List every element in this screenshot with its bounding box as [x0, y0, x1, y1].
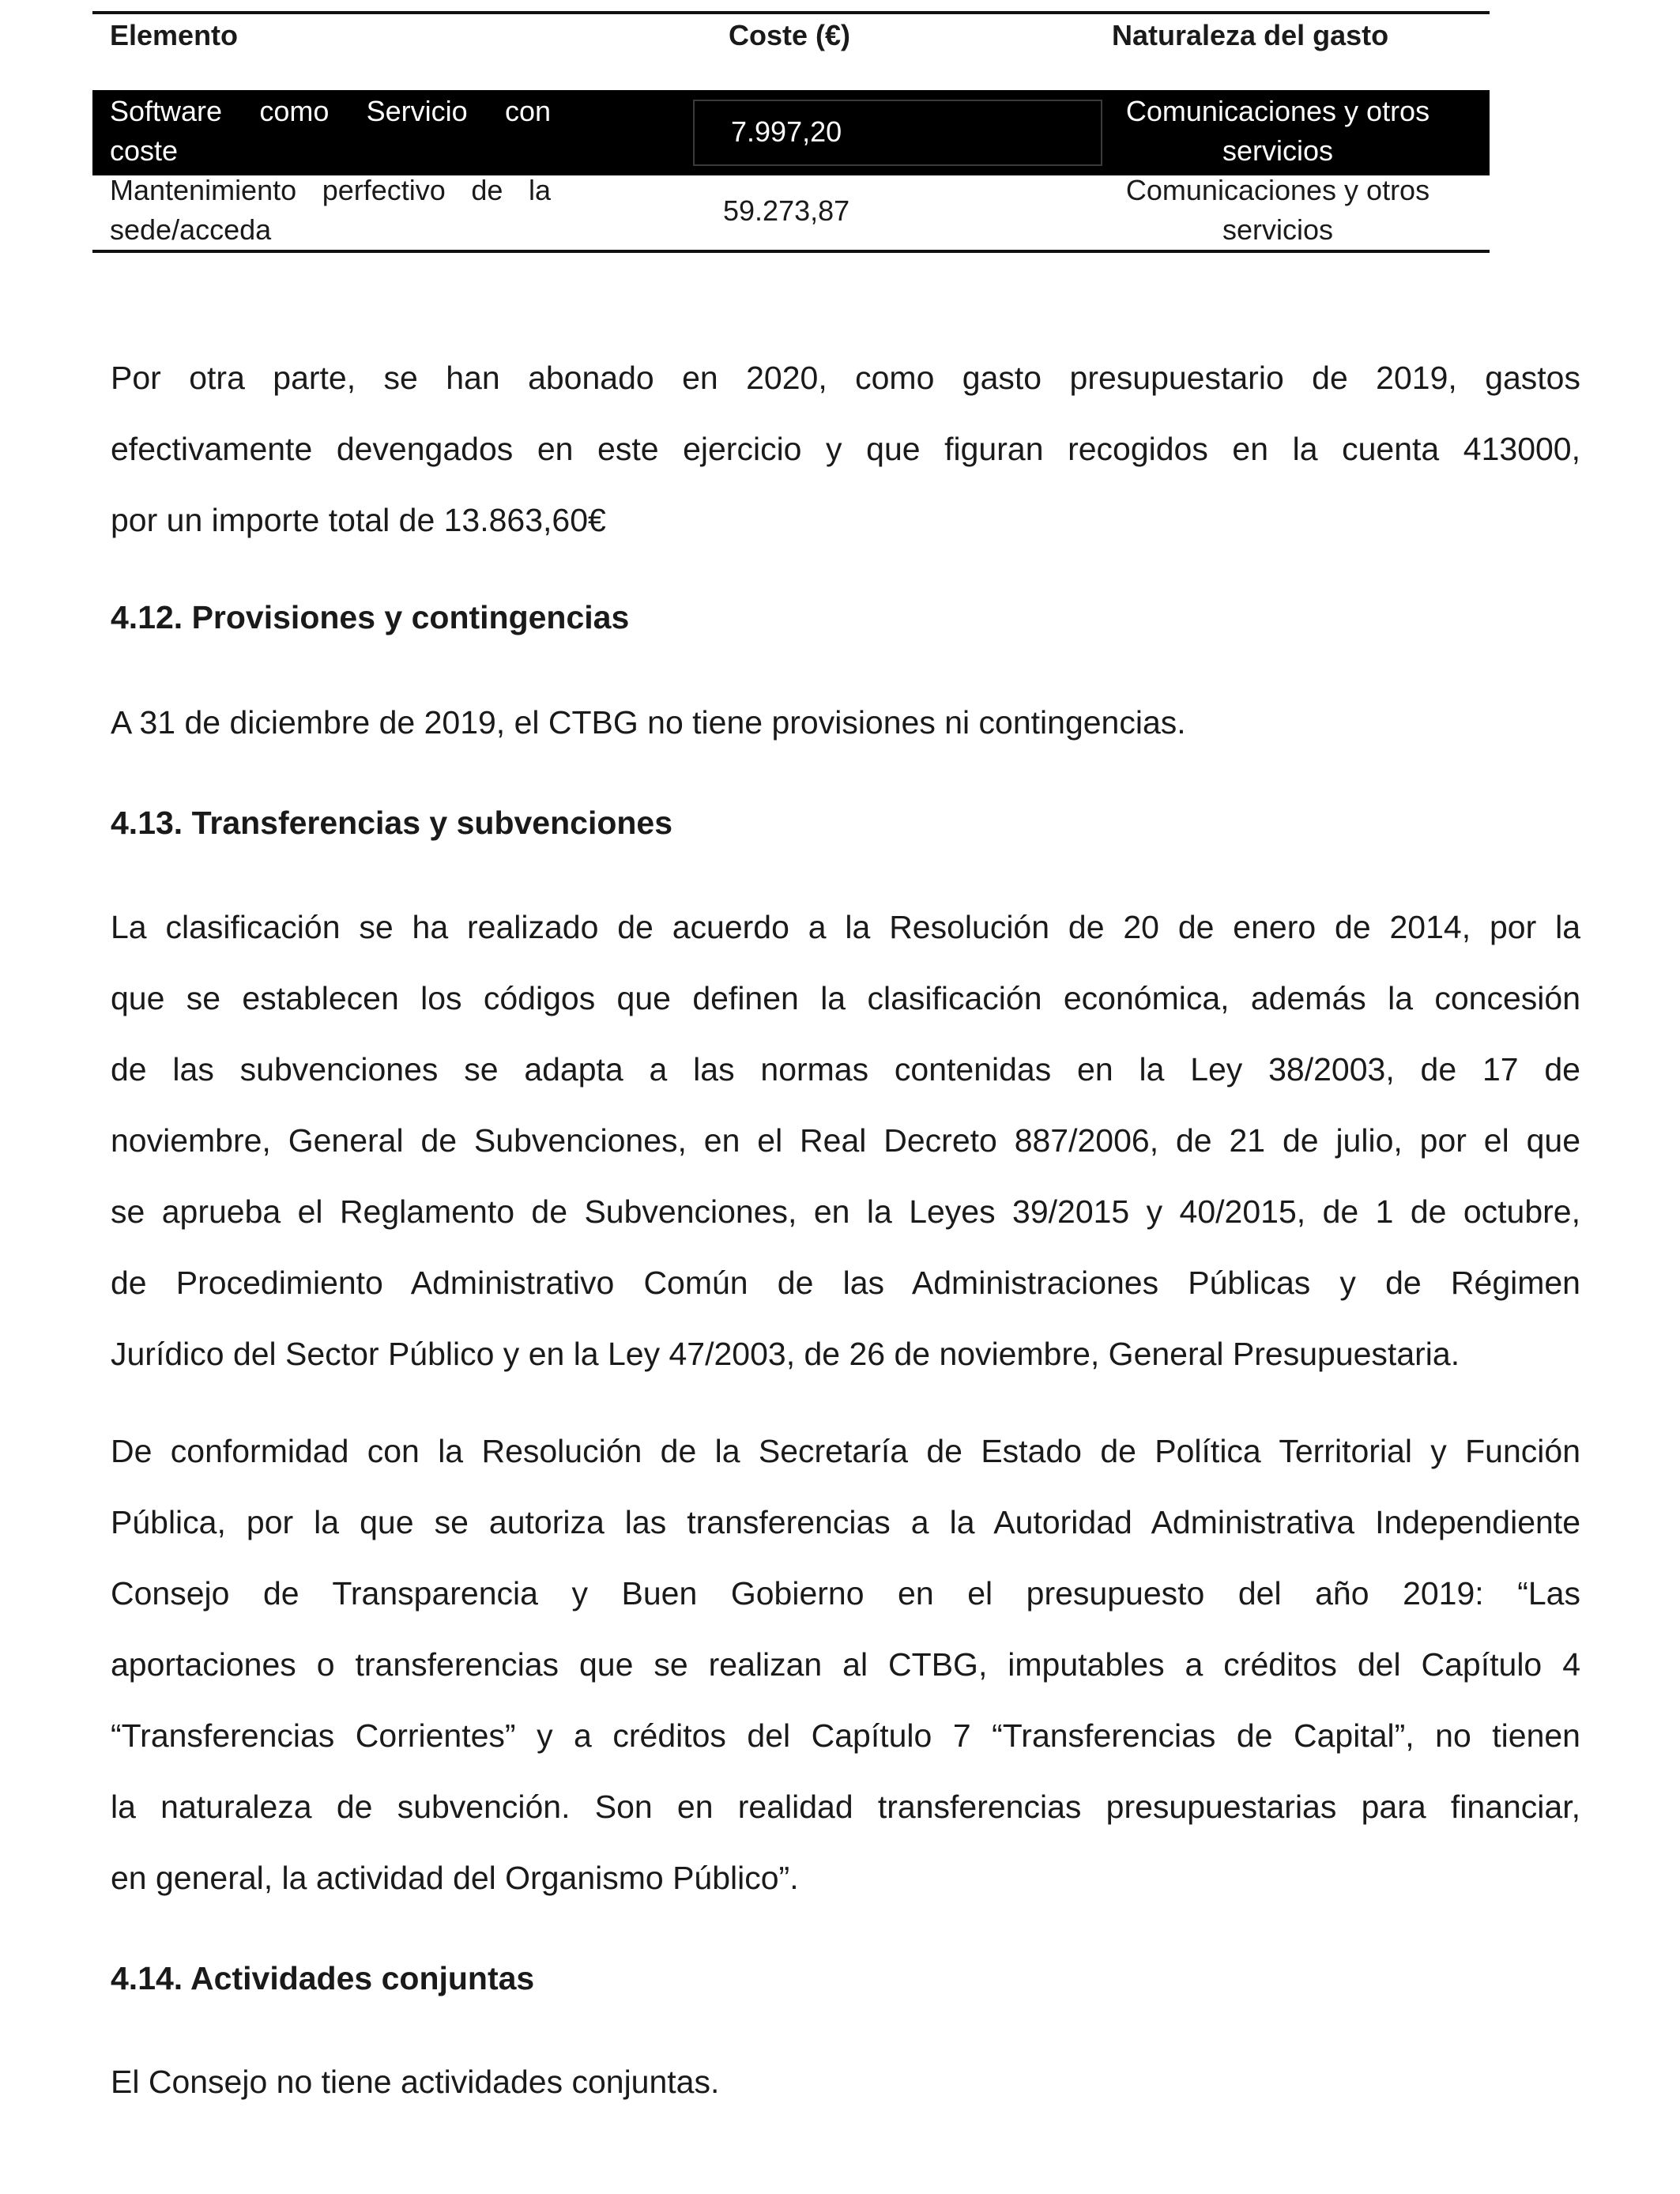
paragraph-line: Pública, por la que se autoriza las transferencias a la Autoridad Administrativa Independiente: [111, 1504, 1580, 1540]
paragraph-line: efectivamente devengados en este ejercicio y que figuran recogidos en la cuenta 413000,: [111, 431, 1580, 467]
row1-coste: 7.997,20: [731, 115, 842, 148]
paragraph-4-13-a: [111, 892, 1580, 1389]
paragraph-line: se aprueba el Reglamento de Subvenciones, en la Leyes 39/2015 y 40/2015, de 1 de octubre,: [111, 1193, 1580, 1230]
paragraph-line: noviembre, General de Subvenciones, en el Real Decreto 887/2006, de 21 de julio, por el que: [111, 1122, 1580, 1159]
header-naturaleza: Naturaleza del gasto: [1112, 19, 1389, 51]
row2-coste: 59.273,87: [723, 194, 850, 227]
header-coste: Coste (€): [729, 19, 851, 51]
table-row: [92, 90, 1490, 175]
row2-naturaleza-line1: Comunicaciones y otros: [1125, 174, 1430, 206]
paragraph-line: La clasificación se ha realizado de acuerdo a la Resolución de 20 de enero de 2014, por la: [111, 909, 1580, 945]
row2-naturaleza-line2: servicios: [1222, 213, 1334, 246]
paragraph-line: que se establecen los códigos que definen la clasificación económica, además la concesión: [111, 980, 1580, 1016]
header-elemento: Elemento: [110, 19, 239, 51]
paragraph-4-13-b: [111, 1416, 1580, 1913]
paragraph-line: en general, la actividad del Organismo Público”.: [111, 1860, 799, 1896]
paragraph-line: de Procedimiento Administrativo Común de las Administraciones Públicas y de Régimen: [111, 1265, 1580, 1301]
table-top-rule: [92, 11, 1490, 14]
row1-elemento-line1: Software como Servicio con: [110, 95, 551, 127]
row1-elemento-line2: coste: [110, 134, 179, 167]
paragraph-line: por un importe total de 13.863,60€: [111, 502, 606, 538]
paragraph-line: “Transferencias Corrientes” y a créditos del Capítulo 7 “Transferencias de Capital”, no tienen: [111, 1717, 1580, 1754]
paragraph-line: aportaciones o transferencias que se realizan al CTBG, imputables a créditos del Capítulo 4: [111, 1646, 1580, 1683]
paragraph-line: A 31 de diciembre de 2019, el CTBG no tiene provisiones ni contingencias.: [111, 704, 1186, 741]
paragraph-line: la naturaleza de subvención. Son en realidad transferencias presupuestarias para financiar,: [111, 1789, 1580, 1825]
table-bottom-rule: [92, 250, 1490, 253]
heading-4-14: 4.14. Actividades conjuntas: [111, 1960, 535, 1996]
paragraph-line: de las subvenciones se adapta a las normas contenidas en la Ley 38/2003, de 17 de: [111, 1051, 1580, 1088]
paragraph-4-14: [111, 2046, 1580, 2117]
heading-4-13: 4.13. Transferencias y subvenciones: [111, 805, 673, 841]
paragraph-line: Por otra parte, se han abonado en 2020, como gasto presupuestario de 2019, gastos: [111, 360, 1580, 396]
paragraph-gastos: [111, 342, 1580, 556]
row2-elemento-line1: Mantenimiento perfectivo de la: [110, 174, 551, 206]
paragraph-4-12: [111, 687, 1580, 758]
row1-naturaleza-line2: servicios: [1222, 134, 1334, 167]
paragraph-line: Jurídico del Sector Público y en la Ley 47/2003, de 26 de noviembre, General Presupuestaria.: [111, 1336, 1460, 1372]
row1-naturaleza-line1: Comunicaciones y otros: [1125, 95, 1430, 127]
paragraph-line: De conformidad con la Resolución de la Secretaría de Estado de Política Territorial y Función: [111, 1433, 1580, 1469]
row2-elemento-line2: sede/acceda: [110, 213, 272, 246]
paragraph-line: El Consejo no tiene actividades conjuntas.: [111, 2064, 720, 2100]
heading-4-12: 4.12. Provisiones y contingencias: [111, 599, 630, 635]
paragraph-line: Consejo de Transparencia y Buen Gobierno en el presupuesto del año 2019: “Las: [111, 1575, 1580, 1612]
